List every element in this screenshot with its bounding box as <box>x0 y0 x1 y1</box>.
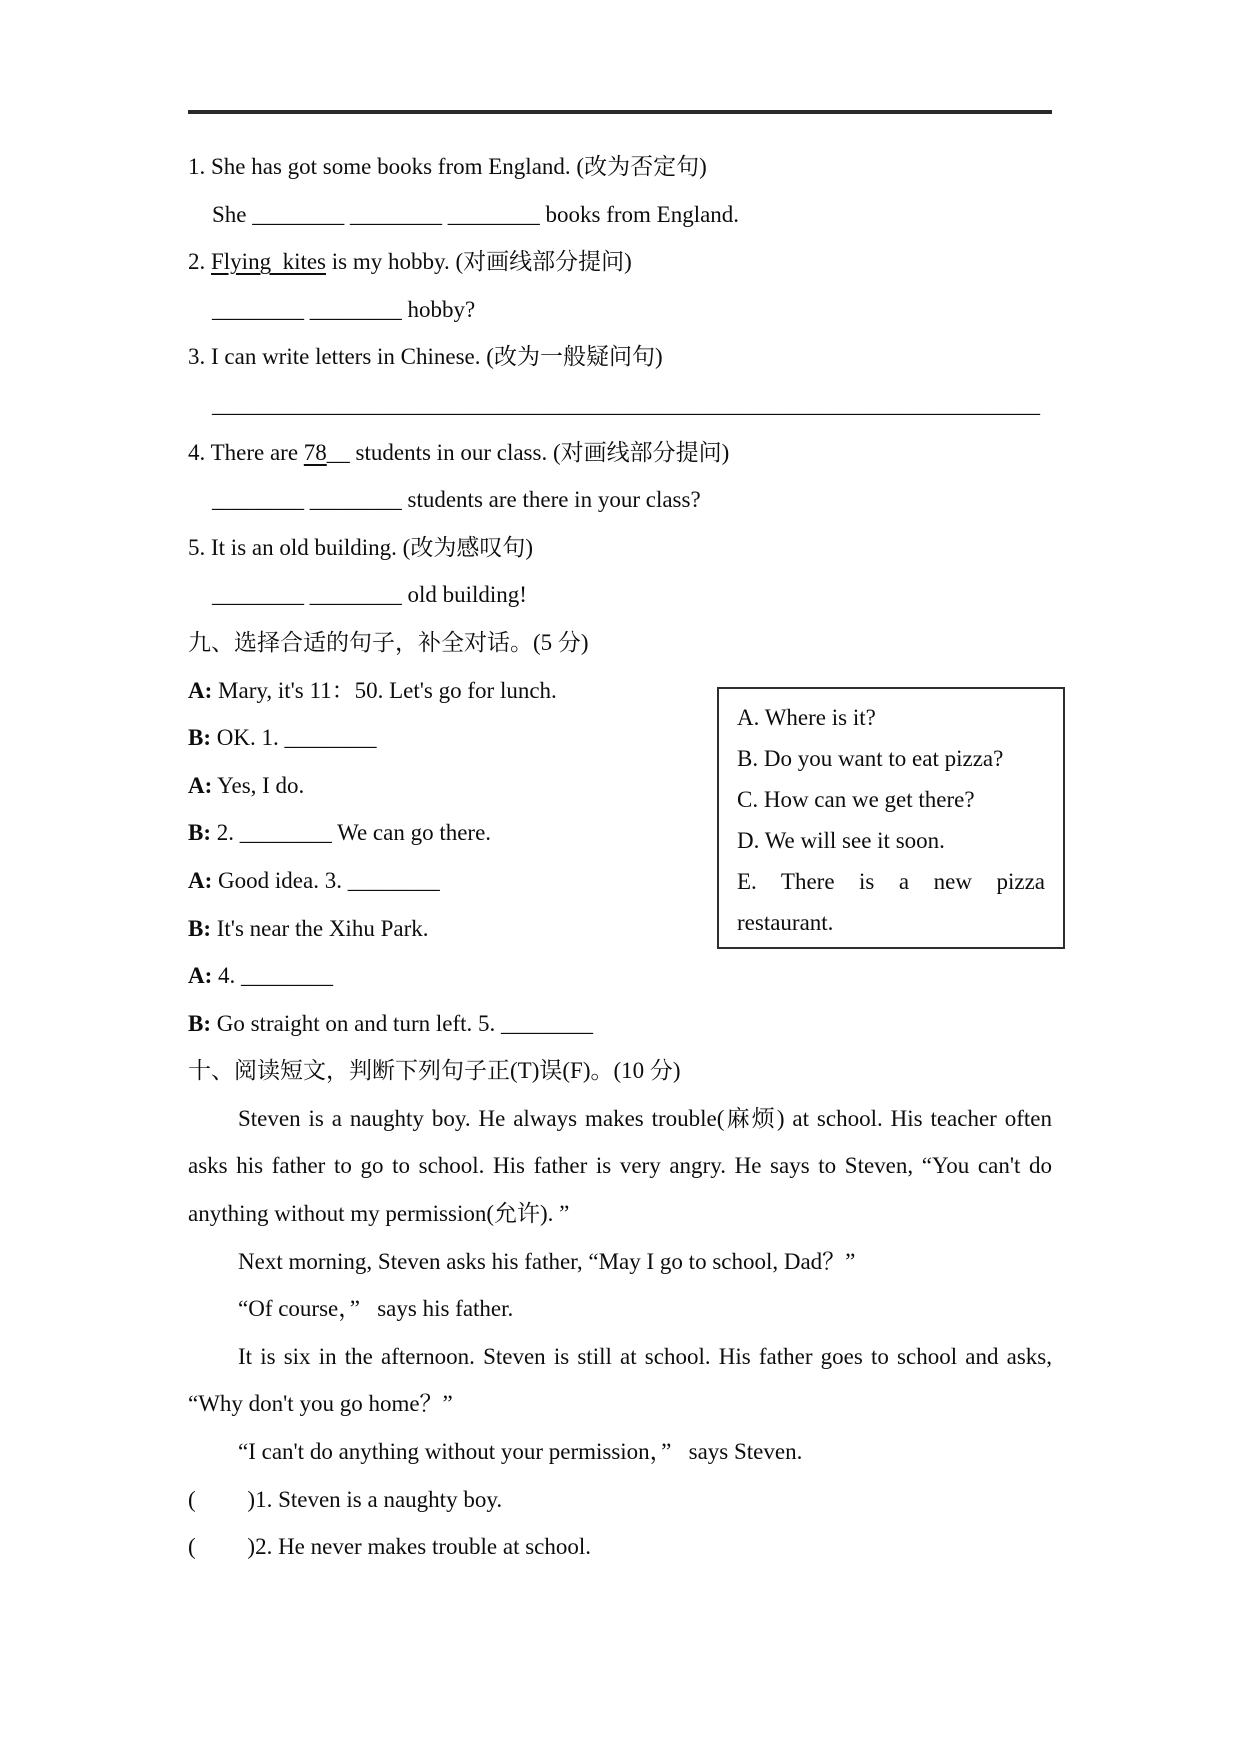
stem-text: I can write letters in Chinese. <box>211 344 487 370</box>
stem-blank-suffix: __ <box>326 439 350 465</box>
passage-paragraph-3: “Of course，” says his father. <box>238 1296 514 1322</box>
dialogue-line-7 <box>188 952 1052 1000</box>
item-number: 1. <box>188 154 211 179</box>
dialogue-text: Good idea. 3. ________ <box>212 867 440 893</box>
dialogue-text: OK. 1. ________ <box>211 725 377 751</box>
grammar-item-2-stem <box>188 238 1052 286</box>
dialogue-text: Go straight on and turn left. 5. ________ <box>211 1010 594 1036</box>
options-box <box>717 687 1065 949</box>
tf-question-1 <box>188 1476 1052 1524</box>
answer-blank-line: ________ ________ old building! <box>212 582 527 608</box>
answer-blank-line: She ________ ________ ________ books from England. <box>212 201 740 227</box>
tf-question-text: ( )1. Steven is a naughty boy. <box>188 1486 503 1512</box>
dialogue-text: 2. ________ We can go there. <box>211 820 492 846</box>
answer-blank-line: ________ ________ hobby? <box>212 296 476 322</box>
answer-blank-line: ________________________________________________________________________ <box>212 391 1040 417</box>
grammar-item-4-stem <box>188 429 1052 477</box>
grammar-item-5-stem <box>188 524 1052 572</box>
section9-heading <box>188 619 1052 667</box>
dialogue-line-8 <box>188 1000 1052 1048</box>
dialogue-text: It's near the Xihu Park. <box>211 915 429 941</box>
tf-question-text: ( )2. He never makes trouble at school. <box>188 1534 592 1560</box>
option-b: B. Do you want to eat pizza? <box>737 746 1004 771</box>
dialogue-text: Mary, it's 11：50. Let's go for lunch. <box>212 677 557 703</box>
item-number: 5. <box>188 534 211 560</box>
grammar-item-1-answer <box>188 191 1052 239</box>
grammar-item-2-answer <box>188 286 1052 334</box>
tf-question-2 <box>188 1523 1052 1571</box>
speaker-label: A: <box>188 963 213 989</box>
item-number: 4. <box>188 439 211 465</box>
passage-paragraph-5: “I can't do anything without your permission，” says Steven. <box>238 1439 803 1465</box>
stem-text: It is an old building. <box>211 534 403 560</box>
instruction-note: (对画线部分提问) <box>552 439 730 465</box>
option-d: D. We will see it soon. <box>737 828 945 853</box>
dialogue-text: Yes, I do. <box>212 772 305 798</box>
speaker-label: A: <box>188 677 213 703</box>
instruction-note: (对画线部分提问) <box>455 249 632 275</box>
passage-paragraph-4: It is six in the afternoon. Steven is still at school. His father goes to school and asks, “Why don't you go home？” <box>188 1343 1052 1417</box>
speaker-label: A: <box>188 867 213 893</box>
speaker-label: B: <box>188 915 211 941</box>
section-title: 十、阅读短文，判断下列句子正(T)误(F)。(10 分) <box>188 1058 681 1084</box>
section-title: 九、选择合适的句子，补全对话。(5 分) <box>188 629 589 655</box>
item-number: 2. <box>188 249 211 275</box>
stem-text: is my hobby. <box>326 249 456 275</box>
speaker-label: A: <box>188 772 213 798</box>
grammar-item-3-stem <box>188 333 1052 381</box>
stem-text: There are <box>210 439 304 465</box>
passage-paragraph-2: Next morning, Steven asks his father, “May I go to school, Dad？” <box>238 1248 856 1274</box>
section10-heading <box>188 1047 1052 1095</box>
item-number: 3. <box>188 344 211 370</box>
option-e: E. There is a new pizza restaurant. <box>737 869 1045 935</box>
stem-text: She has got some books from England. <box>211 154 577 179</box>
grammar-item-5-answer <box>188 571 1052 619</box>
instruction-note: (改为否定句) <box>576 154 707 179</box>
underlined-phrase: Flying kites <box>211 249 327 275</box>
passage-paragraph-1: Steven is a naughty boy. He always makes trouble(麻烦) at school. His teacher often asks his father to go to school. His father is very angry. He says to Steven, “You can't do anything without my permission(允许). ” <box>188 1105 1052 1227</box>
grammar-item-3-answer <box>188 381 1052 429</box>
stem-text: students in our class. <box>349 439 553 465</box>
instruction-note: (改为一般疑问句) <box>486 344 663 370</box>
dialogue-text: 4. ________ <box>212 963 334 989</box>
option-a: A. Where is it? <box>737 705 876 730</box>
top-rule <box>188 110 1052 114</box>
underlined-phrase: 78 <box>303 439 327 465</box>
grammar-item-4-answer <box>188 476 1052 524</box>
speaker-label: B: <box>188 1010 211 1036</box>
speaker-label: B: <box>188 820 211 846</box>
speaker-label: B: <box>188 725 211 751</box>
instruction-note: (改为感叹句) <box>402 534 533 560</box>
answer-blank-line: ________ ________ students are there in your class? <box>212 487 701 513</box>
grammar-item-1-stem <box>188 143 1052 191</box>
option-c: C. How can we get there? <box>737 787 975 812</box>
